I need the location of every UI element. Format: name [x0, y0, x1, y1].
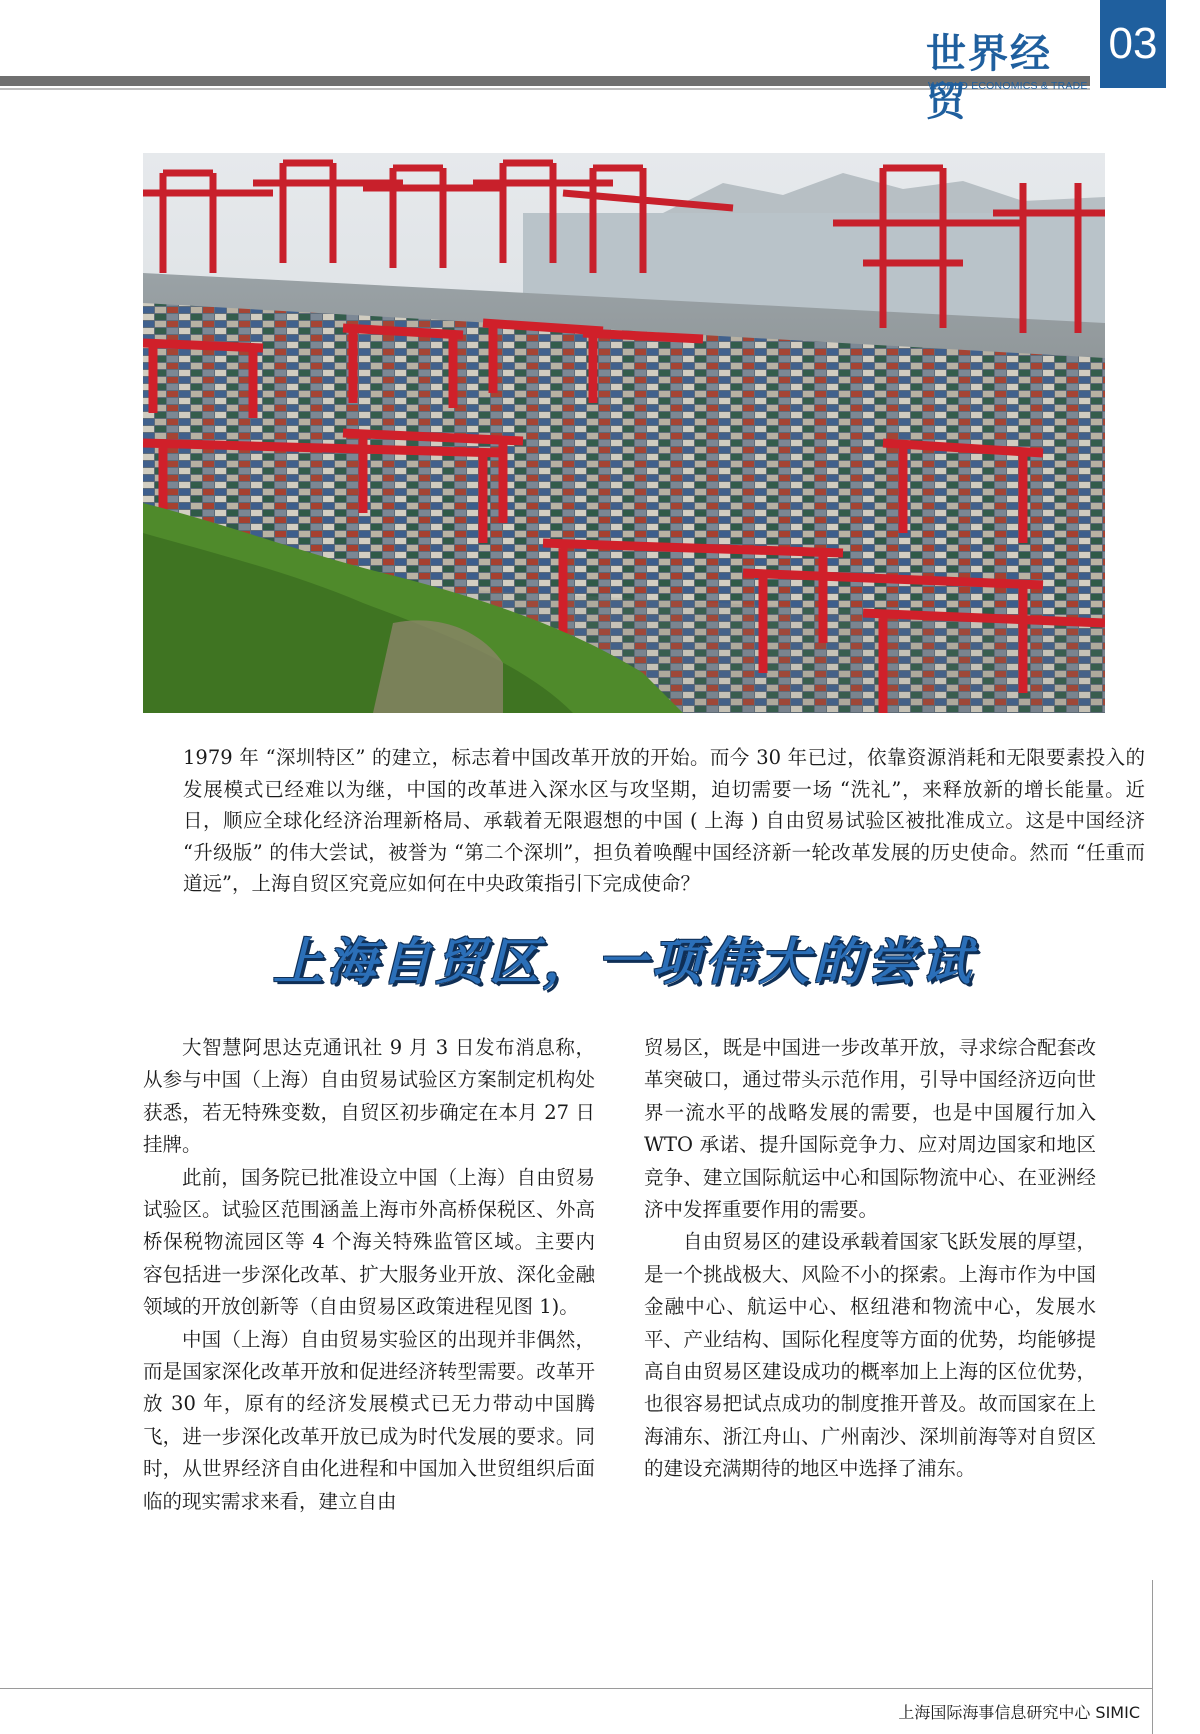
port-photo	[143, 153, 1105, 713]
section-subtitle: WORLD ECONOMICS & TRADE	[928, 80, 1088, 92]
paragraph-continuation: 贸易区，既是中国进一步改革开放，寻求综合配套改革突破口，通过带头示范作用，引导中国经济迈向世界一流水平的战略发展的需要，也是中国履行加入 WTO 承诺、提升国际竞争力、应对周边国家和地区竞争、建立国际航运中心和国际物流中心、在亚洲经济中发挥重要作用的需要。	[644, 1036, 1096, 1222]
footer-publisher: 上海国际海事信息研究中心 SIMIC	[898, 1703, 1140, 1722]
paragraph: 自由贸易区的建设承载着国家飞跃发展的厚望，是一个挑战极大、风险不小的探索。上海市作为中国金融中心、航运中心、枢纽港和物流中心，发展水平、产业结构、国际化程度等方面的优势，均能够提高自由贸易区建设成功的概率加上上海的区位优势，也很容易把试点成功的制度推开普及。故而国家在上海浦东、浙江舟山、广州南沙、深圳前海等对自贸区的建设充满期待的地区中选择了浦东。	[644, 1230, 1096, 1481]
page-number: 03	[1100, 0, 1166, 88]
article-headline: 上海自贸区，一项伟大的尝试	[273, 933, 975, 991]
section-title: 世界经贸	[926, 31, 1052, 125]
paragraph: 此前，国务院已批准设立中国（上海）自由贸易试验区。试验区范围涵盖上海市外高桥保税区、外高桥保税物流园区等 4 个海关特殊监管区域。主要内容包括进一步深化改革、扩大服务业开放、深化金融领域的开放创新等（自由贸易区政策进程见图 1)。	[143, 1165, 595, 1319]
footer-rule	[0, 1688, 1152, 1689]
paragraph: 中国（上海）自由贸易实验区的出现并非偶然，而是国家深化改革开放和促进经济转型需要。改革开放 30 年，原有的经济发展模式已无力带动中国腾飞，进一步深化改革开放已成为时代发展的要求。同时，从世界经济自由化进程和中国加入世贸组织后面临的现实需求来看，建立自由	[143, 1327, 595, 1513]
intro-paragraph: 1979 年 “深圳特区” 的建立，标志着中国改革开放的开始。而今 30 年已过，依靠资源消耗和无限要素投入的发展模式已经难以为继，中国的改革进入深水区与攻坚期，迫切需要一场 “洗礼”，来释放新的增长能量。近日，顺应全球化经济治理新格局、承载着无限遐想的中国 ( 上海 ) 自由贸易试验区被批准成立。这是中国经济 “升级版” 的伟大尝试，被誉为 “第二个深圳”，担负着唤醒中国经济新一轮改革发展的历史使命。然而 “任重而道远”，上海自贸区究竟应如何在中央政策指引下完成使命？	[183, 746, 1145, 895]
footer-vertical-rule	[1152, 1580, 1153, 1734]
article-left-column	[143, 1032, 595, 1518]
paragraph: 大智慧阿思达克通讯社 9 月 3 日发布消息称，从参与中国（上海）自由贸易试验区方案制定机构处获悉，若无特殊变数，自贸区初步确定在本月 27 日挂牌。	[143, 1036, 595, 1157]
article-right-column	[644, 1032, 1096, 1486]
